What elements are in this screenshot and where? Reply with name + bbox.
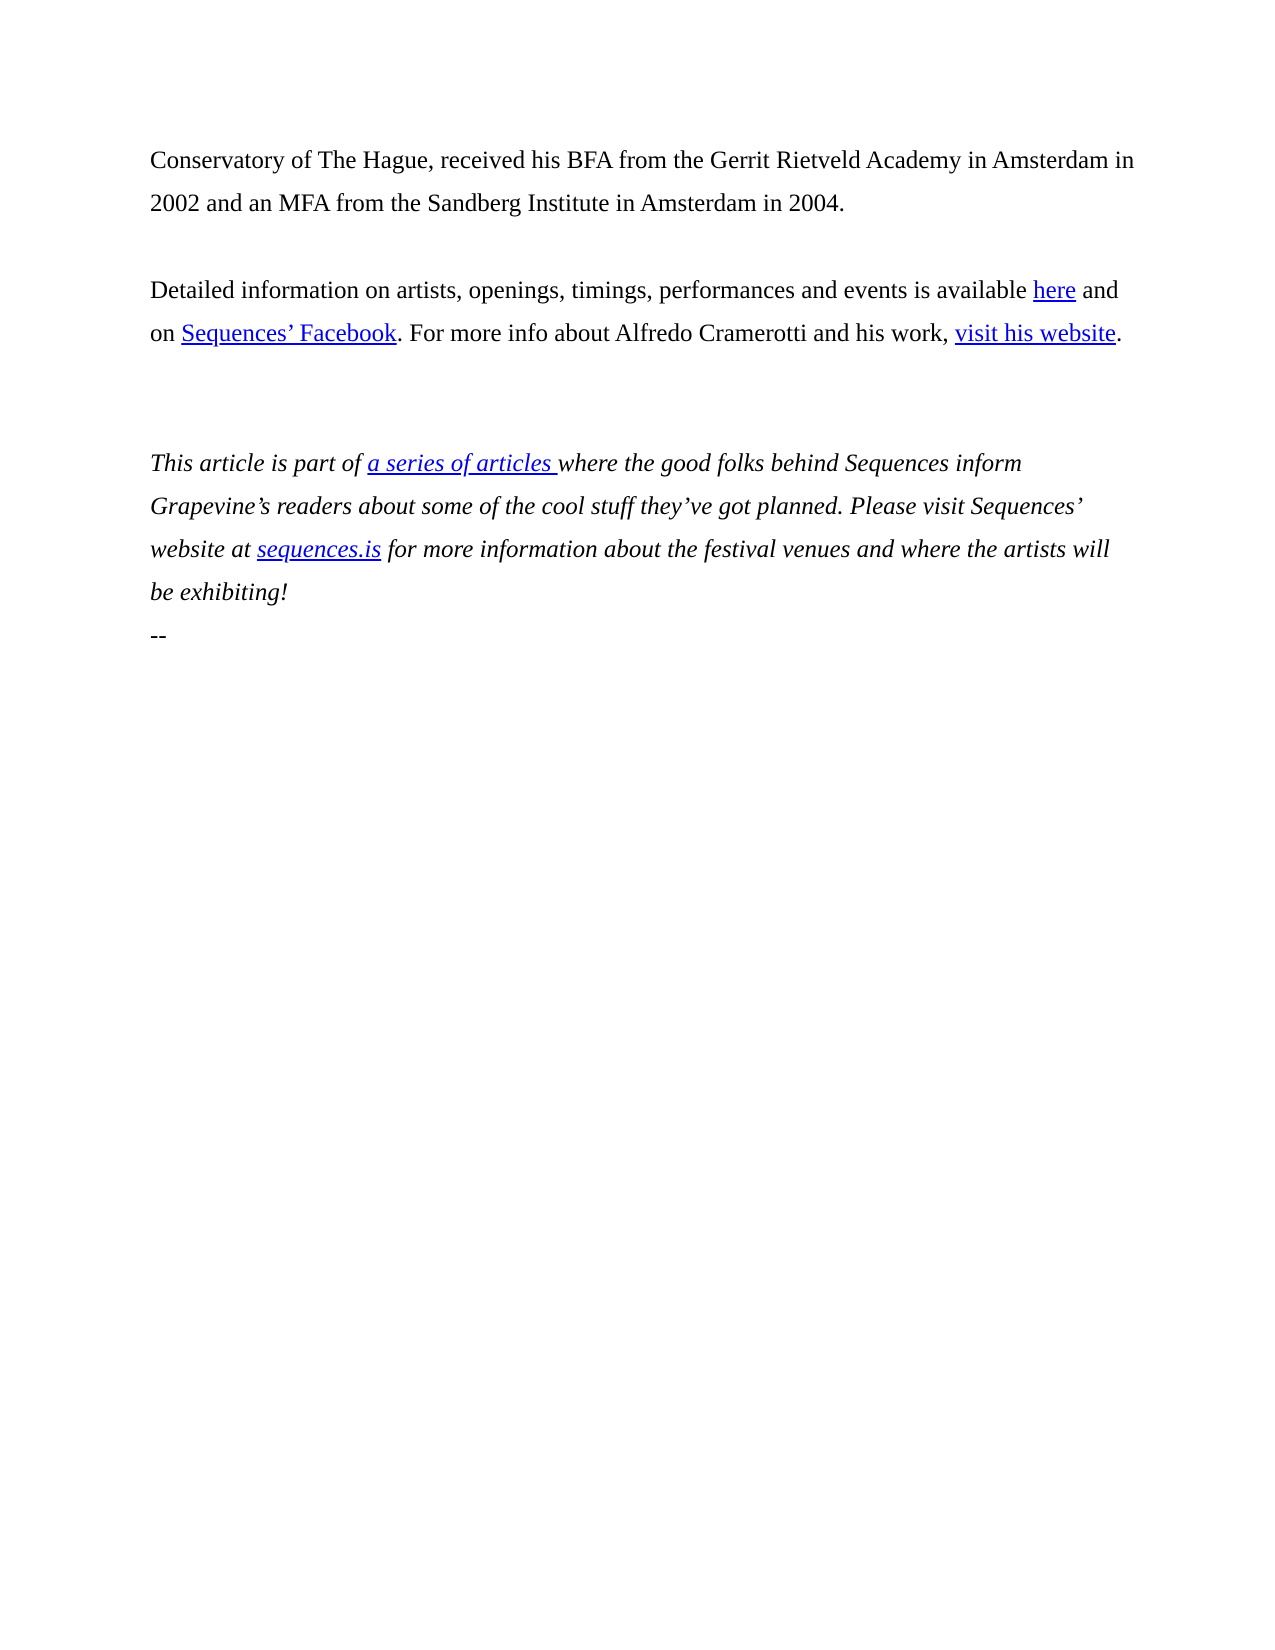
bio-paragraph <box>150 139 1135 225</box>
series-note-text-2: where the good folks behind Sequences inform Grapevine’s readers about some of the cool stuff they’ve got planned. Please visit Sequences’ website at <box>150 450 1081 563</box>
document-page <box>150 139 1135 656</box>
here-link[interactable]: here <box>1033 277 1077 304</box>
series-note-paragraph <box>150 442 1135 614</box>
info-text-3: . For more info about Alfredo Cramerotti and his work, <box>396 320 955 347</box>
series-note-text-1: This article is part of <box>150 450 368 477</box>
sequences-facebook-link[interactable]: Sequences’ Facebook <box>181 320 397 347</box>
info-text-1: Detailed information on artists, openings, timings, performances and events is available <box>150 277 1034 304</box>
info-text-4: . <box>1116 320 1123 347</box>
info-text-2: and on <box>150 277 1119 347</box>
series-note-text-3: for more information about the festival venues and where the artists will be exhibiting! <box>150 536 1110 606</box>
series-of-articles-link[interactable]: a series of articles <box>367 450 558 477</box>
bio-text: Conservatory of The Hague, received his BFA from the Gerrit Rietveld Academy in Amsterdam in 2002 and an MFA from the Sandberg Institute in Amsterdam in 2004. <box>150 147 1135 217</box>
visit-website-link[interactable]: visit his website <box>954 320 1117 347</box>
sequences-is-link[interactable]: sequences.is <box>256 536 382 563</box>
info-paragraph <box>150 269 1135 355</box>
separator-dashes: -- <box>150 622 167 649</box>
